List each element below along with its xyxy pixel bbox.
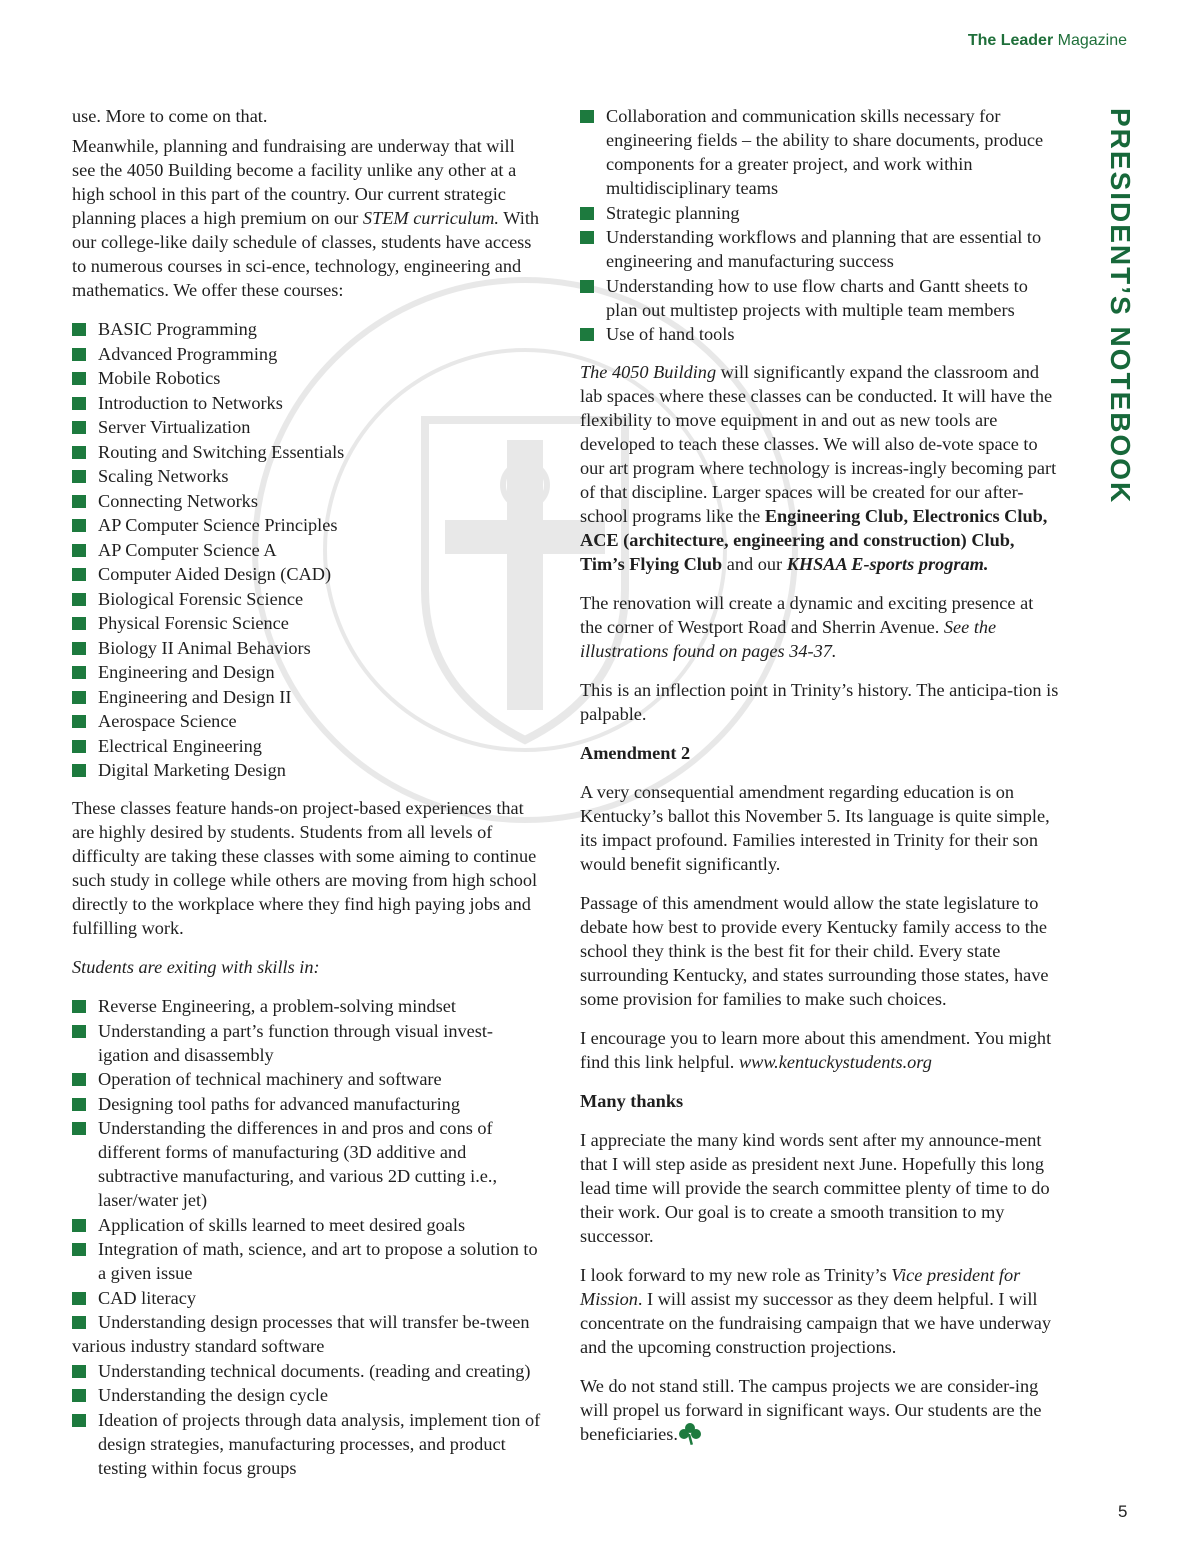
intro-paragraph: use. More to come on that. — [72, 106, 268, 126]
course-item: Electrical Engineering — [72, 734, 542, 758]
skill-item: Understanding how to use flow charts and Gantt sheets to plan out multistep projects with multiple team members — [580, 274, 1060, 322]
course-item: Mobile Robotics — [72, 366, 542, 390]
skills-list — [72, 994, 542, 1480]
course-item: Digital Marketing Design — [72, 758, 542, 782]
amendment-heading: Amendment 2 — [580, 743, 691, 763]
closing-paragraph: We do not stand still. The campus projects we are consider-ing will propel us forward in significant ways. Our students are the beneficiaries. — [580, 1376, 1042, 1444]
course-item: Scaling Networks — [72, 464, 542, 488]
planning-paragraph: Meanwhile, planning and fundraising are underway that will see the 4050 Building become a facility unlike any other at a high school in this part of the country. Our current strategic planning places a high premium on our STEM curriculum. With our college-like daily schedule of classes, students have access to numerous courses in sci-ence, technology, engineering and mathematics. We offer these courses: — [72, 136, 540, 300]
course-item: Engineering and Design II — [72, 685, 542, 709]
shamrock-icon — [678, 1422, 702, 1446]
renovation-paragraph: The renovation will create a dynamic and exciting presence at the corner of Westport Road and Sherrin Avenue. See the illustrations found on pages 34-37. — [580, 593, 1034, 661]
course-item: Server Virtualization — [72, 415, 542, 439]
course-item: Introduction to Networks — [72, 391, 542, 415]
course-item: Connecting Networks — [72, 489, 542, 513]
new-role-paragraph: I look forward to my new role as Trinity’s Vice president for Mission. I will assist my successor as they deem helpful. I will concentrate on the fundraising campaign that we have underway and the upcoming construction projections. — [580, 1265, 1052, 1357]
page-number: 5 — [1118, 1502, 1128, 1521]
amendment-paragraph: A very consequential amendment regarding education is on Kentucky’s ballot this November 5. Its language is quite simple, its impact profound. Families interested in Trinity for their son would benefit significantly. — [580, 782, 1050, 874]
magazine-header — [968, 32, 1127, 50]
skill-item: Understanding design processes that will transfer be-tween various industry standard software — [72, 1310, 542, 1358]
inflection-paragraph: This is an inflection point in Trinity’s history. The anticipa-tion is palpable. — [580, 680, 1059, 724]
section-title: PRESIDENT’S NOTEBOOK — [1105, 108, 1136, 505]
skill-item: Understanding the differences in and pros and cons of different forms of manufacturing (3D additive and subtractive manufacturing, and various 2D cutting i.e., laser/water jet) — [72, 1116, 542, 1212]
thanks-paragraph: I appreciate the many kind words sent after my announce-ment that I will step aside as president next June. Hopefully this long lead time will provide the search committee plenty of time to do their work. Our goal is to create a smooth transition to my successor. — [580, 1130, 1050, 1246]
classes-paragraph: These classes feature hands-on project-based experiences that are highly desired by students. Students from all levels of difficulty are taking these classes with some aiming to continue such study in college while others are moving from high school directly to the workplace where they find high paying jobs and fulfilling work. — [72, 798, 538, 938]
kentucky-students-link[interactable]: www.kentuckystudents.org — [738, 1052, 932, 1072]
course-item: Physical Forensic Science — [72, 611, 542, 635]
courses-list — [72, 317, 542, 782]
right-column — [580, 104, 1060, 1461]
skill-item: Understanding workflows and planning that are essential to engineering and manufacturing success — [580, 225, 1060, 273]
skill-item: Designing tool paths for advanced manufacturing — [72, 1092, 542, 1116]
skill-item: Strategic planning — [580, 201, 1060, 225]
magazine-name: Magazine — [1057, 32, 1127, 49]
skill-item: Application of skills learned to meet desired goals — [72, 1213, 542, 1237]
skill-item: Use of hand tools — [580, 322, 1060, 346]
skill-item: Integration of math, science, and art to propose a solution to a given issue — [72, 1237, 542, 1285]
magazine-brand: The Leader — [967, 32, 1054, 49]
skill-item: Reverse Engineering, a problem-solving mindset — [72, 994, 542, 1018]
course-item: Biological Forensic Science — [72, 587, 542, 611]
course-item: AP Computer Science Principles — [72, 513, 542, 537]
skill-item: Understanding the design cycle — [72, 1383, 542, 1407]
course-item: BASIC Programming — [72, 317, 542, 341]
encourage-paragraph: I encourage you to learn more about this amendment. You might find this link helpful. www.kentuckystudents.org — [580, 1028, 1052, 1072]
course-item: Biology II Animal Behaviors — [72, 636, 542, 660]
course-item: Aerospace Science — [72, 709, 542, 733]
amendment-passage-paragraph: Passage of this amendment would allow the state legislature to debate how best to provide every Kentucky family access to the school they think is the best fit for their child. Every state surrounding Kentucky, and states surrounding those states, have some provision for families to make such choices. — [580, 893, 1049, 1009]
skill-item: Collaboration and communication skills necessary for engineering fields – the ability to share documents, produce components for a greater project, and work within multidisciplinary teams — [580, 104, 1060, 200]
skill-item: Understanding a part’s function through visual invest-igation and disassembly — [72, 1019, 542, 1067]
skill-item: Ideation of projects through data analysis, implement tion of design strategies, manufacturing processes, and product testing within focus groups — [72, 1408, 542, 1480]
left-column — [72, 104, 542, 1494]
skill-item: Operation of technical machinery and software — [72, 1067, 542, 1091]
building-paragraph: The 4050 Building will significantly expand the classroom and lab spaces where these classes can be conducted. It will have the flexibility to move equipment in and out as new tools are developed to teach these classes. We will also de-vote space to our art program where technology is increas-ingly becoming part of that discipline. Larger spaces will be created for our after-school programs like the Engineering Club, Electronics Club, ACE (architecture, engineering and construction) Club, Tim’s Flying Club and our KHSAA E-sports program. — [580, 362, 1057, 574]
thanks-heading: Many thanks — [580, 1091, 684, 1111]
course-item: Advanced Programming — [72, 342, 542, 366]
course-item: Engineering and Design — [72, 660, 542, 684]
skill-item: CAD literacy — [72, 1286, 542, 1310]
skill-item: Understanding technical documents. (reading and creating) — [72, 1359, 542, 1383]
course-item: Computer Aided Design (CAD) — [72, 562, 542, 586]
course-item: Routing and Switching Essentials — [72, 440, 542, 464]
skills-intro: Students are exiting with skills in: — [72, 957, 320, 977]
course-item: AP Computer Science A — [72, 538, 542, 562]
skills-list-continued — [580, 104, 1060, 346]
